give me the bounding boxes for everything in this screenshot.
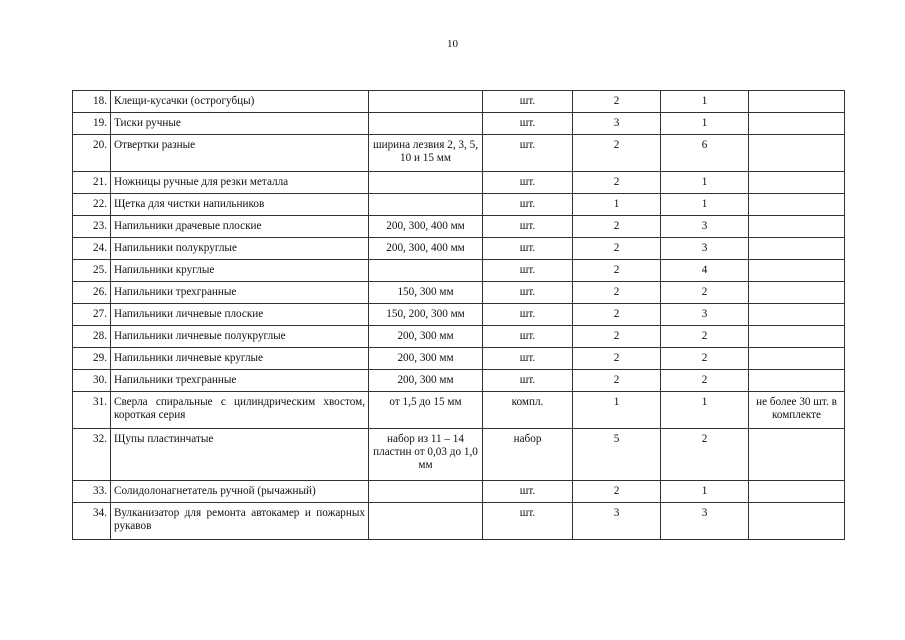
item-quantity-1: 2: [573, 91, 661, 113]
table-row: [73, 481, 845, 503]
row-number: 33.: [73, 481, 111, 503]
item-note: [749, 429, 845, 481]
item-unit: компл.: [483, 392, 573, 429]
item-quantity-1: 1: [573, 194, 661, 216]
item-name: Напильники личневые плоские: [111, 304, 369, 326]
item-parameters: 150, 200, 300 мм: [369, 304, 483, 326]
item-parameters: 150, 300 мм: [369, 282, 483, 304]
item-quantity-2: 1: [661, 481, 749, 503]
item-quantity-2: 3: [661, 216, 749, 238]
row-number: 34.: [73, 503, 111, 540]
item-note: [749, 172, 845, 194]
item-quantity-1: 3: [573, 503, 661, 540]
item-note: [749, 304, 845, 326]
row-number: 25.: [73, 260, 111, 282]
table-row: [73, 348, 845, 370]
item-parameters: 200, 300 мм: [369, 348, 483, 370]
row-number: 20.: [73, 135, 111, 172]
item-quantity-1: 2: [573, 216, 661, 238]
item-quantity-2: 4: [661, 260, 749, 282]
row-number: 21.: [73, 172, 111, 194]
item-quantity-1: 2: [573, 370, 661, 392]
item-quantity-1: 2: [573, 282, 661, 304]
item-quantity-1: 3: [573, 113, 661, 135]
row-number: 24.: [73, 238, 111, 260]
table-row: [73, 304, 845, 326]
item-unit: шт.: [483, 194, 573, 216]
equipment-table: [72, 90, 845, 540]
item-quantity-2: 2: [661, 429, 749, 481]
item-quantity-2: 1: [661, 113, 749, 135]
item-quantity-1: 1: [573, 392, 661, 429]
item-unit: шт.: [483, 113, 573, 135]
item-note: [749, 216, 845, 238]
row-number: 31.: [73, 392, 111, 429]
item-quantity-1: 5: [573, 429, 661, 481]
row-number: 26.: [73, 282, 111, 304]
item-quantity-2: 3: [661, 304, 749, 326]
row-number: 29.: [73, 348, 111, 370]
item-quantity-2: 2: [661, 370, 749, 392]
item-quantity-1: 2: [573, 135, 661, 172]
item-note: [749, 91, 845, 113]
row-number: 23.: [73, 216, 111, 238]
item-name: Солидолонагнетатель ручной (рычажный): [111, 481, 369, 503]
item-quantity-2: 1: [661, 194, 749, 216]
item-name: Щетка для чистки напильников: [111, 194, 369, 216]
table-row: [73, 370, 845, 392]
item-quantity-2: 1: [661, 172, 749, 194]
item-quantity-1: 2: [573, 304, 661, 326]
table-row: [73, 135, 845, 172]
table-row: [73, 282, 845, 304]
item-parameters: [369, 481, 483, 503]
table-row: [73, 326, 845, 348]
item-quantity-1: 2: [573, 326, 661, 348]
item-parameters: 200, 300 мм: [369, 370, 483, 392]
item-parameters: от 1,5 до 15 мм: [369, 392, 483, 429]
item-quantity-2: 3: [661, 503, 749, 540]
table-row: [73, 238, 845, 260]
item-quantity-1: 2: [573, 260, 661, 282]
item-note: [749, 370, 845, 392]
item-quantity-2: 6: [661, 135, 749, 172]
item-unit: шт.: [483, 91, 573, 113]
item-name: Напильники круглые: [111, 260, 369, 282]
item-note: [749, 135, 845, 172]
item-unit: шт.: [483, 260, 573, 282]
item-parameters: 200, 300, 400 мм: [369, 238, 483, 260]
table-row: [73, 260, 845, 282]
item-quantity-2: 3: [661, 238, 749, 260]
item-name: Напильники трехгранные: [111, 282, 369, 304]
row-number: 30.: [73, 370, 111, 392]
item-quantity-1: 2: [573, 348, 661, 370]
table-row: [73, 392, 845, 429]
item-name: Напильники трехгранные: [111, 370, 369, 392]
item-note: [749, 282, 845, 304]
item-note: [749, 260, 845, 282]
item-unit: шт.: [483, 370, 573, 392]
item-unit: шт.: [483, 503, 573, 540]
table-body: [73, 91, 845, 540]
row-number: 22.: [73, 194, 111, 216]
item-note: [749, 238, 845, 260]
item-name: Вулканизатор для ремонта автокамер и пожарных рукавов: [111, 503, 369, 540]
item-quantity-2: 2: [661, 348, 749, 370]
row-number: 19.: [73, 113, 111, 135]
item-unit: шт.: [483, 304, 573, 326]
item-name: Тиски ручные: [111, 113, 369, 135]
item-unit: шт.: [483, 282, 573, 304]
item-unit: шт.: [483, 348, 573, 370]
table-row: [73, 216, 845, 238]
item-unit: шт.: [483, 326, 573, 348]
item-parameters: [369, 194, 483, 216]
table-row: [73, 172, 845, 194]
item-parameters: набор из 11 – 14 пластин от 0,03 до 1,0 мм: [369, 429, 483, 481]
item-quantity-1: 2: [573, 172, 661, 194]
item-note: [749, 481, 845, 503]
item-quantity-1: 2: [573, 481, 661, 503]
item-note: [749, 348, 845, 370]
row-number: 18.: [73, 91, 111, 113]
item-quantity-2: 1: [661, 91, 749, 113]
table-row: [73, 503, 845, 540]
row-number: 27.: [73, 304, 111, 326]
item-unit: шт.: [483, 135, 573, 172]
item-parameters: 200, 300, 400 мм: [369, 216, 483, 238]
item-note: [749, 194, 845, 216]
item-name: Сверла спиральные с цилиндрическим хвостом, короткая серия: [111, 392, 369, 429]
item-parameters: 200, 300 мм: [369, 326, 483, 348]
item-name: Напильники личневые полукруглые: [111, 326, 369, 348]
page-number: 10: [447, 38, 458, 50]
item-quantity-2: 2: [661, 282, 749, 304]
table-row: [73, 91, 845, 113]
item-quantity-2: 2: [661, 326, 749, 348]
item-unit: шт.: [483, 172, 573, 194]
item-unit: шт.: [483, 481, 573, 503]
item-parameters: [369, 172, 483, 194]
row-number: 32.: [73, 429, 111, 481]
item-note: [749, 113, 845, 135]
item-note: [749, 503, 845, 540]
item-quantity-1: 2: [573, 238, 661, 260]
item-quantity-2: 1: [661, 392, 749, 429]
table-row: [73, 194, 845, 216]
item-name: Отвертки разные: [111, 135, 369, 172]
table-row: [73, 429, 845, 481]
item-parameters: [369, 91, 483, 113]
item-parameters: ширина лезвия 2, 3, 5, 10 и 15 мм: [369, 135, 483, 172]
item-note: не более 30 шт. в комплекте: [749, 392, 845, 429]
item-name: Напильники полукруглые: [111, 238, 369, 260]
item-name: Клещи-кусачки (острогубцы): [111, 91, 369, 113]
row-number: 28.: [73, 326, 111, 348]
item-unit: шт.: [483, 238, 573, 260]
item-unit: набор: [483, 429, 573, 481]
item-unit: шт.: [483, 216, 573, 238]
item-parameters: [369, 503, 483, 540]
item-name: Напильники драчевые плоские: [111, 216, 369, 238]
item-note: [749, 326, 845, 348]
item-name: Щупы пластинчатые: [111, 429, 369, 481]
item-parameters: [369, 113, 483, 135]
item-name: Ножницы ручные для резки металла: [111, 172, 369, 194]
table-row: [73, 113, 845, 135]
item-parameters: [369, 260, 483, 282]
item-name: Напильники личневые круглые: [111, 348, 369, 370]
